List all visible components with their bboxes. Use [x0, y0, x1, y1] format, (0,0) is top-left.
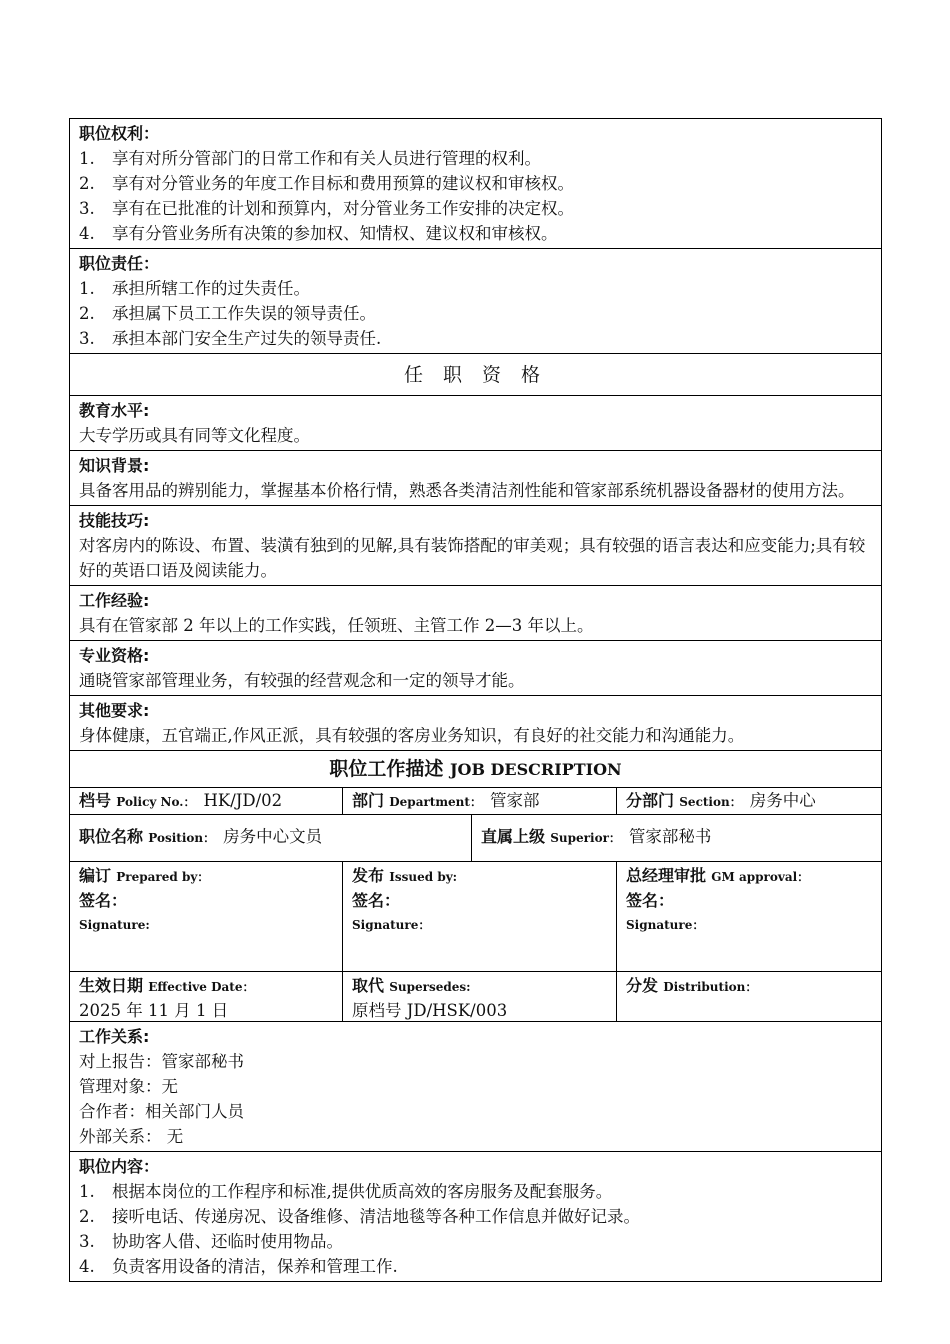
list-item: 管理对象：无 — [79, 1077, 178, 1096]
meta-row-3 — [69, 972, 882, 1022]
other-section — [69, 696, 882, 751]
professional-section — [69, 641, 882, 696]
content-title: 职位内容： — [79, 1157, 160, 1176]
responsibility-title: 职位责任： — [79, 254, 160, 273]
prepared-sign-label: 签名： — [79, 891, 128, 910]
prepared-cell: 编订 Prepared by： 签名： Signature: — [70, 862, 343, 971]
education-text: 大专学历或具有同等文化程度。 — [79, 426, 310, 445]
other-text: 身体健康，五官端正,作风正派，具有较强的客房业务知识，有良好的社交能力和沟通能力。 — [79, 726, 745, 745]
relations-section — [69, 1022, 882, 1152]
responsibility-section — [69, 249, 882, 354]
department-value: 管家部 — [489, 791, 540, 810]
distribution-cell: 分发 Distribution： — [626, 976, 758, 995]
gm-sign-label: 签名： — [626, 891, 675, 910]
skills-text: 对客房内的陈设、布置、装潢有独到的见解,具有装饰搭配的审美观；具有较强的语言表达和应变能力;具有较好的英语口语及阅读能力。 — [79, 536, 866, 580]
other-title: 其他要求: — [79, 701, 150, 720]
list-item: 1. 根据本岗位的工作程序和标准,提供优质高效的客房服务及配套服务。 — [79, 1182, 613, 1201]
jd-title-cn: 职位工作描述 — [329, 758, 444, 780]
effective-cell: 生效日期 Effective Date： 2025 年 11 月 1 日 — [70, 972, 343, 1021]
experience-section — [69, 586, 882, 641]
prepared-signature-label: Signature: — [79, 918, 150, 932]
list-item: 4. 享有分管业务所有决策的参加权、知情权、建议权和审核权。 — [79, 224, 558, 243]
section-cell: 分部门 Section： 房务中心 — [626, 791, 816, 810]
skills-section — [69, 506, 882, 586]
superior-cell: 直属上级 Superior： 管家部秘书 — [481, 827, 712, 846]
gm-cell: 总经理审批 GM approval： 签名： Signature： — [617, 862, 881, 971]
experience-title: 工作经验: — [79, 591, 150, 610]
meta-row-2 — [69, 815, 882, 862]
job-description-sheet — [69, 118, 882, 1282]
jd-title — [69, 751, 882, 788]
experience-text: 具有在管家部 2 年以上的工作实践，任领班、主管工作 2—3 年以上。 — [79, 616, 594, 635]
meta-row-1 — [69, 788, 882, 815]
knowledge-section — [69, 451, 882, 506]
position-value: 房务中心文员 — [223, 827, 323, 846]
rights-section — [69, 118, 882, 249]
list-item: 2. 接听电话、传递房况、设备维修、清洁地毯等各种工作信息并做好记录。 — [79, 1207, 640, 1226]
list-item: 外部关系： 无 — [79, 1127, 184, 1146]
list-item: 4. 负责客用设备的清洁，保养和管理工作. — [79, 1257, 398, 1276]
jd-title-en: JOB DESCRIPTION — [449, 760, 622, 779]
content-section — [69, 1152, 882, 1282]
issued-sign-label: 签名： — [352, 891, 401, 910]
issued-cell: 发布 Issued by: 签名： Signature： — [343, 862, 617, 971]
position-cell: 职位名称 Position： 房务中心文员 — [70, 815, 472, 861]
list-item: 1. 享有对所分管部门的日常工作和有关人员进行管理的权利。 — [79, 149, 541, 168]
professional-title: 专业资格: — [79, 646, 150, 665]
education-title: 教育水平: — [79, 401, 150, 420]
list-item: 1. 承担所辖工作的过失责任。 — [79, 279, 310, 298]
list-item: 3. 承担本部门安全生产过失的领导责任. — [79, 329, 382, 348]
education-section — [69, 396, 882, 451]
knowledge-title: 知识背景: — [79, 456, 150, 475]
skills-title: 技能技巧: — [79, 511, 150, 530]
supersedes-value: 原档号 JD/HSK/003 — [352, 1001, 508, 1020]
list-item: 合作者：相关部门人员 — [79, 1102, 244, 1121]
section-value: 房务中心 — [749, 791, 816, 810]
superior-value: 管家部秘书 — [628, 827, 712, 846]
relations-title: 工作关系: — [79, 1027, 150, 1046]
policy-cell: 档号 Policy No.： HK/JD/02 — [70, 788, 343, 814]
issued-signature-label: Signature： — [352, 918, 431, 932]
list-item: 2. 享有对分管业务的年度工作目标和费用预算的建议权和审核权。 — [79, 174, 574, 193]
supersedes-cell: 取代 Supersedes: 原档号 JD/HSK/003 — [343, 972, 617, 1021]
policy-value: HK/JD/02 — [203, 791, 283, 810]
list-item: 3. 享有在已批准的计划和预算内，对分管业务工作安排的决定权。 — [79, 199, 574, 218]
signature-row — [69, 862, 882, 972]
list-item: 对上报告：管家部秘书 — [79, 1052, 244, 1071]
effective-value: 2025 年 11 月 1 日 — [79, 1001, 229, 1020]
gm-signature-label: Signature： — [626, 918, 705, 932]
knowledge-text: 具备客用品的辨别能力，掌握基本价格行情，熟悉各类清洁剂性能和管家部系统机器设备器材的使用方法。 — [79, 481, 855, 500]
professional-text: 通晓管家部管理业务，有较强的经营观念和一定的领导才能。 — [79, 671, 525, 690]
list-item: 3. 协助客人借、还临时使用物品。 — [79, 1232, 343, 1251]
rights-title: 职位权利： — [79, 124, 160, 143]
department-cell: 部门 Department： 管家部 — [343, 788, 617, 814]
list-item: 2. 承担属下员工工作失误的领导责任。 — [79, 304, 376, 323]
qualifications-title: 任 职 资 格 — [69, 354, 882, 396]
